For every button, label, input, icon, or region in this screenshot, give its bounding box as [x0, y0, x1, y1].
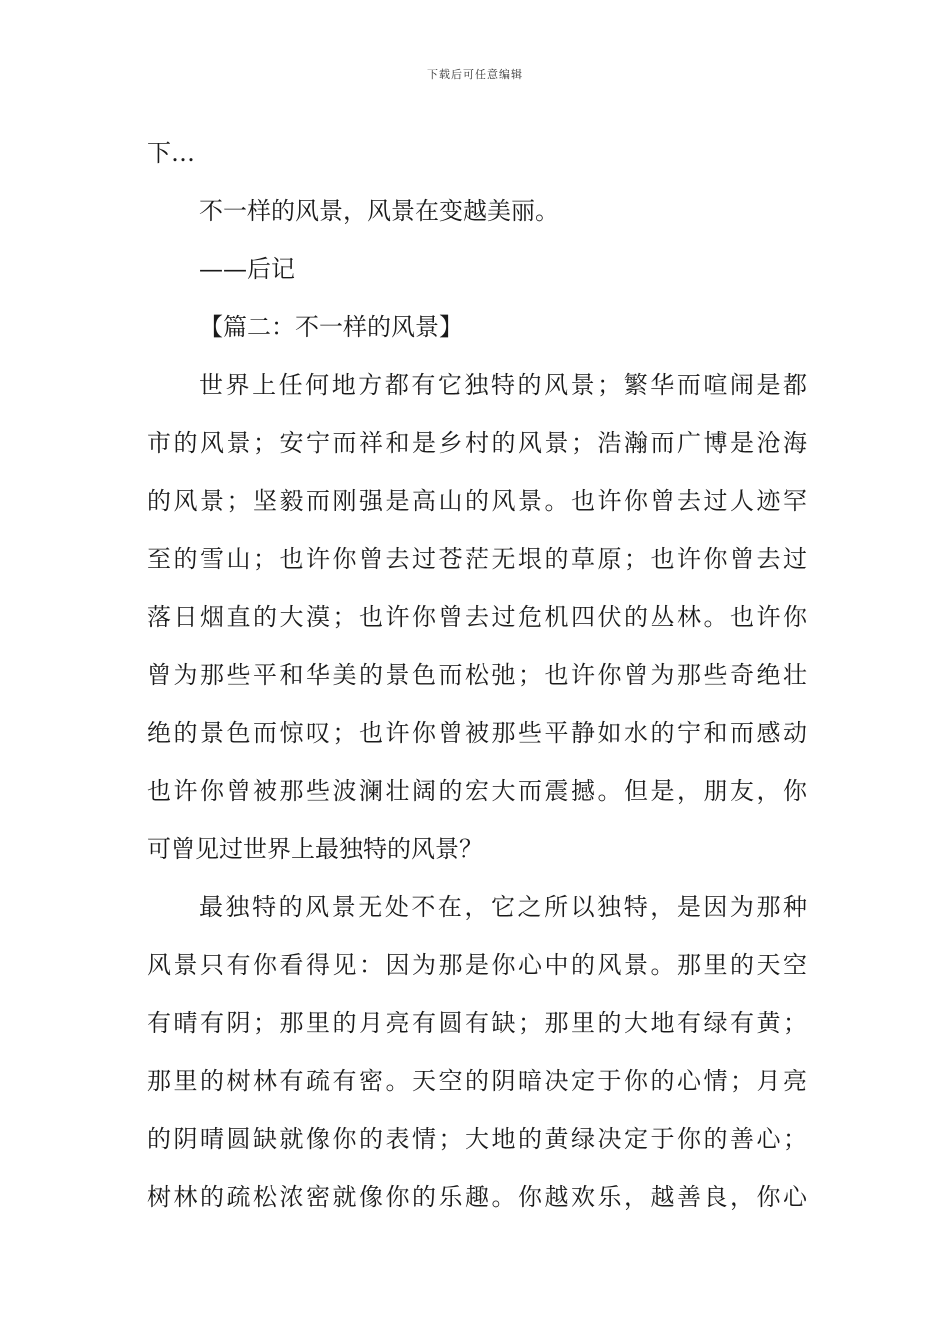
text-line: 至的雪山；也许你曾去过苍茫无垠的草原；也许你曾去过 [147, 545, 807, 573]
text-line: 绝的景色而惊叹；也许你曾被那些平静如水的宁和而感动 [147, 719, 807, 747]
document-body [147, 124, 807, 1226]
text-line: 那里的树林有疏有密。天空的阴暗决定于你的心情；月亮 [147, 1067, 807, 1095]
text-line: 可曾见过世界上最独特的风景？ [147, 835, 483, 863]
text-line: 下… [147, 139, 195, 167]
page-header: 下载后可任意编辑 [427, 68, 523, 81]
text-line: 树林的疏松浓密就像你的乐趣。你越欢乐，越善良，你心 [147, 1183, 807, 1211]
text-line: 不一样的风景，风景在变越美丽。 [199, 197, 559, 225]
text-line: 最独特的风景无处不在，它之所以独特，是因为那种 [199, 893, 807, 921]
text-line: 的风景；坚毅而刚强是高山的风景。也许你曾去过人迹罕 [147, 487, 807, 515]
section-heading: 【篇二：不一样的风景】 [199, 313, 463, 341]
text-line: 世界上任何地方都有它独特的风景；繁华而喧闹是都 [199, 371, 807, 399]
text-line: 曾为那些平和华美的景色而松弛；也许你曾为那些奇绝壮 [147, 661, 807, 689]
text-line: 市的风景；安宁而祥和是乡村的风景；浩瀚而广博是沧海 [147, 429, 807, 457]
text-line: ——后记 [199, 255, 295, 283]
text-line: 落日烟直的大漠；也许你曾去过危机四伏的丛林。也许你 [147, 603, 807, 631]
text-line: 也许你曾被那些波澜壮阔的宏大而震撼。但是，朋友，你 [147, 777, 807, 805]
text-line: 有晴有阴；那里的月亮有圆有缺；那里的大地有绿有黄； [147, 1009, 807, 1037]
text-line: 风景只有你看得见：因为那是你心中的风景。那里的天空 [147, 951, 807, 979]
text-line: 的阴晴圆缺就像你的表情；大地的黄绿决定于你的善心； [147, 1125, 807, 1153]
